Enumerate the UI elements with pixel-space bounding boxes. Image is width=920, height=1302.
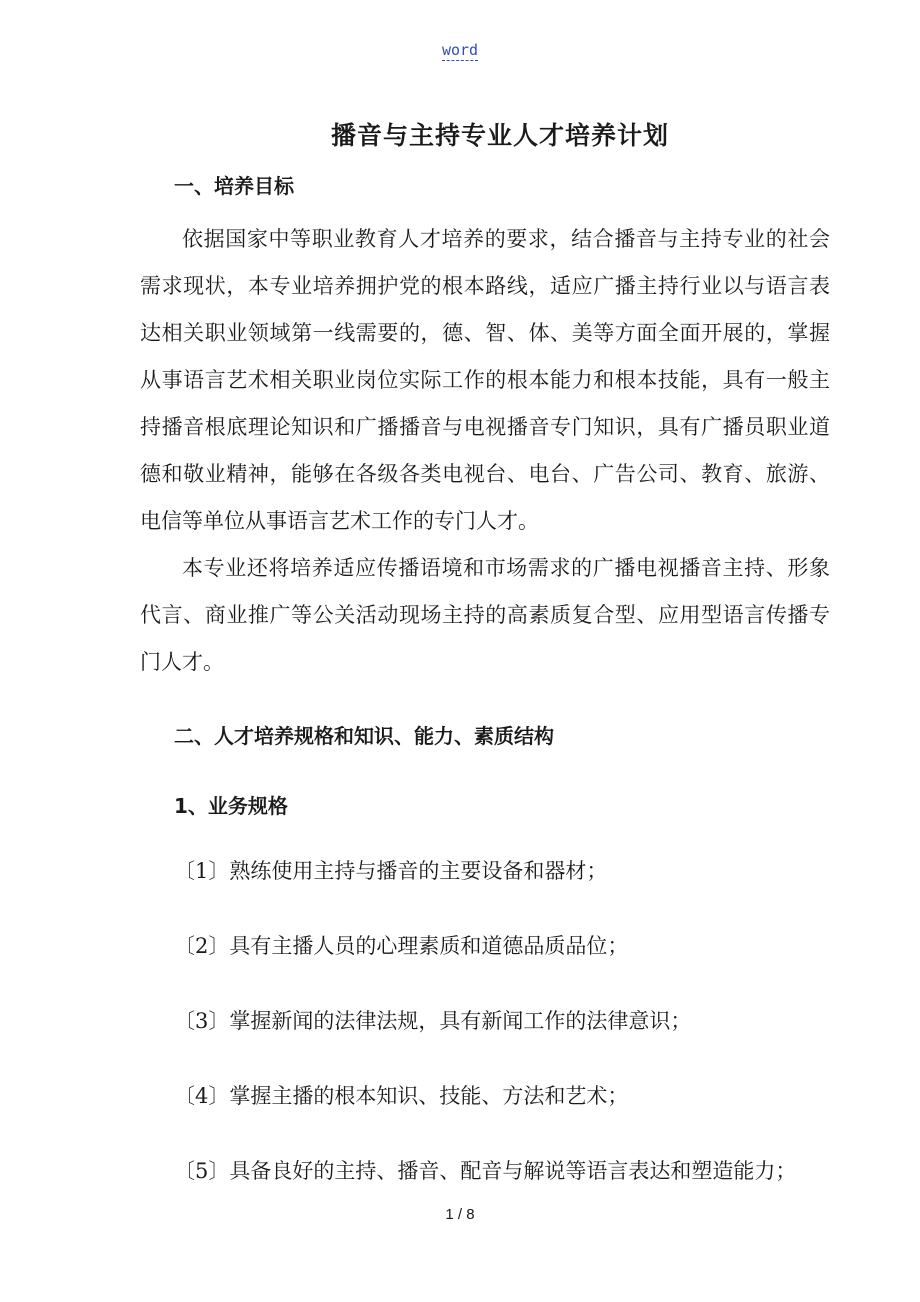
list-item: 〔1〕熟练使用主持与播音的主要设备和器材； (174, 859, 608, 883)
paragraph-goal-1: 依据国家中等职业教育人才培养的要求，结合播音与主持专业的社会需求现状，本专业培养拥护党的根本路线，适应广播主持行业以与语言表达相关职业领域第一线需要的，德、智、体、美等方面全面开展的，掌握从事语言艺术相关职业岗位实际工作的根本能力和根本技能，具有一般主持播音根底理论知识和广播播音与电视播音专门知识，具有广播员职业道德和敬业精神，能够在各级各类电视台、电台、广告公司、教育、旅游、电信等单位从事语言艺术工作的专门人才。 (140, 227, 830, 533)
subheading-business-spec: 1、业务规格 (174, 794, 288, 818)
document-body (140, 166, 830, 1186)
section-heading-specification: 二、人才培养规格和知识、能力、素质结构 (174, 724, 554, 748)
list-item: 〔4〕掌握主播的根本知识、技能、方法和艺术； (174, 1084, 629, 1108)
document-title: 播音与主持专业人才培养计划 (330, 121, 669, 150)
list-item: 〔2〕具有主播人员的心理素质和道德品质品位； (174, 934, 629, 958)
page-header (0, 40, 920, 59)
list-item: 〔5〕具备良好的主持、播音、配音与解说等语言表达和塑造能力； (174, 1159, 797, 1183)
page-number: 1 / 8 (445, 1206, 475, 1223)
paragraph-goal-2: 本专业还将培养适应传播语境和市场需求的广播电视播音主持、形象代言、商业推广等公关活动现场主持的高素质复合型、应用型语言传播专门人才。 (140, 556, 830, 674)
section-heading-training-goal: 一、培养目标 (174, 174, 294, 198)
header-word-link[interactable]: word (441, 41, 479, 59)
list-item: 〔3〕掌握新闻的法律法规，具有新闻工作的法律意识； (174, 1009, 692, 1033)
spec-list (140, 856, 830, 1186)
